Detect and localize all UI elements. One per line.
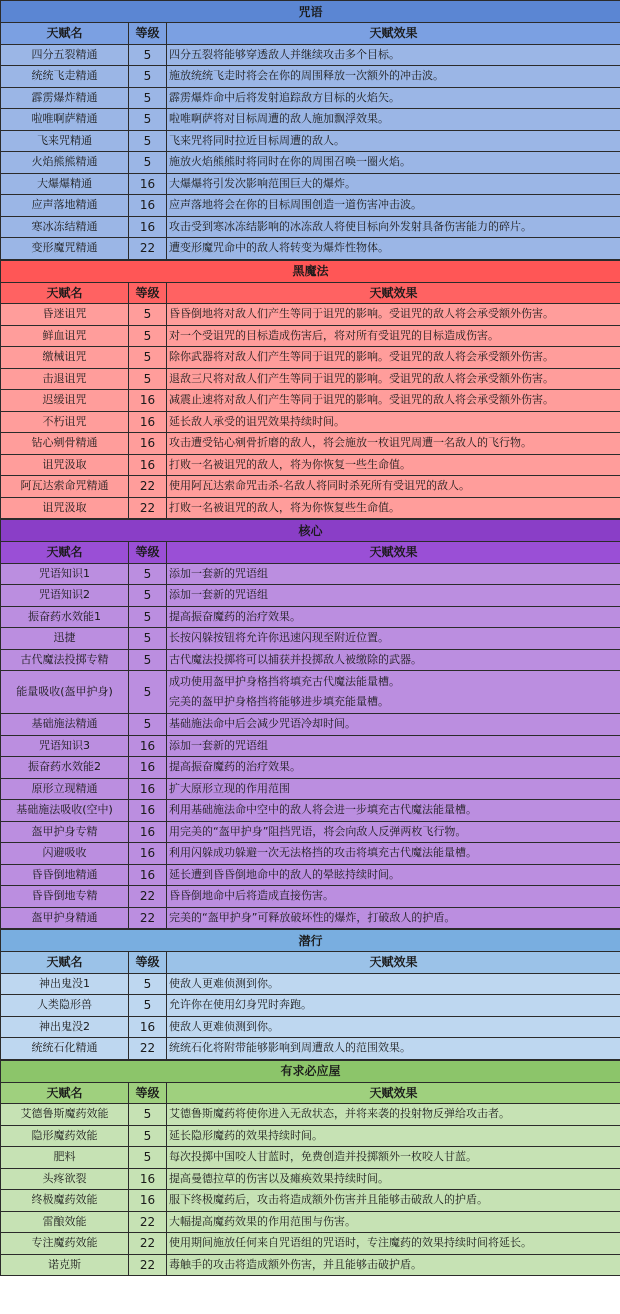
talent-effect: 利用基础施法命中空中的敌人将会进一步填充古代魔法能量槽。 [167,800,620,822]
table-row [1,1104,620,1126]
talent-name: 咒语知识2 [1,585,129,607]
col-header-name: 天赋名 [1,1082,129,1104]
talent-effect: 添加一套新的咒语组 [167,585,620,607]
talent-effect: 毒触手的攻击将造成额外伤害，并且能够击破护盾。 [167,1254,620,1276]
talent-level: 22 [129,238,167,260]
talent-name: 振奋药水效能2 [1,757,129,779]
section-room-of-requirement [0,1060,620,1277]
table-row [1,195,620,217]
talent-level: 5 [129,152,167,174]
talent-level: 22 [129,886,167,908]
talent-name: 能量吸收(盔甲护身) [1,671,129,714]
talent-name: 雷酿效能 [1,1211,129,1233]
col-header-level: 等级 [129,1082,167,1104]
col-header-level: 等级 [129,282,167,304]
talent-name: 闪避吸收 [1,843,129,865]
section-core [0,519,620,929]
col-header-name: 天赋名 [1,952,129,974]
talent-level: 5 [129,347,167,369]
talent-level: 22 [129,476,167,498]
talent-name: 诅咒汲取 [1,497,129,519]
talent-effect: 遭变形魔咒命中的敌人将转变为爆炸性物体。 [167,238,620,260]
table-row [1,778,620,800]
talent-name: 不朽诅咒 [1,411,129,433]
talent-name: 盔甲护身精通 [1,907,129,929]
talent-name: 基础施法吸收(空中) [1,800,129,822]
talent-level: 22 [129,1038,167,1060]
talent-effect: 允许你在使用幻身咒时奔跑。 [167,995,620,1017]
table-row [1,325,620,347]
col-header-effect: 天赋效果 [167,1082,620,1104]
col-header-level: 等级 [129,542,167,564]
table-row [1,671,620,714]
col-header-effect: 天赋效果 [167,282,620,304]
talent-name: 隐形魔药效能 [1,1125,129,1147]
section-spells [0,0,620,260]
talent-level: 5 [129,368,167,390]
talent-level: 16 [129,390,167,412]
talent-name: 击退诅咒 [1,368,129,390]
talent-level: 22 [129,1233,167,1255]
section-title: 有求必应屋 [1,1060,620,1082]
talent-name: 寒冰冻结精通 [1,216,129,238]
talent-effect: 完美的“盔甲护身”可释放破坏性的爆炸，打破敌人的护盾。 [167,907,620,929]
talent-effect: 延长敌人承受的诅咒效果持续时间。 [167,411,620,433]
talent-level: 22 [129,1211,167,1233]
talent-effect: 大幅提高魔药效果的作用范围与伤害。 [167,1211,620,1233]
talent-name: 基础施法精通 [1,714,129,736]
talent-effect: 延长隐形魔药的效果持续时间。 [167,1125,620,1147]
talent-effect: 减震止速将对敌人们产生等同于诅咒的影响。受诅咒的敌人将会承受额外伤害。 [167,390,620,412]
table-row [1,173,620,195]
talent-name: 终极魔药效能 [1,1190,129,1212]
talent-name: 咒语知识3 [1,735,129,757]
talent-effect: 昏昏倒地命中后将造成直接伤害。 [167,886,620,908]
talent-level: 16 [129,778,167,800]
talent-name: 神出鬼没1 [1,973,129,995]
talent-name: 大爆爆精通 [1,173,129,195]
talent-effect: 添加一套新的咒语组 [167,563,620,585]
talent-effect: 打败一名被诅咒的敌人，将为你恢复些生命值。 [167,497,620,519]
talent-name: 昏昏倒地精通 [1,864,129,886]
talent-level: 5 [129,649,167,671]
table-row [1,1125,620,1147]
talent-effect: 除你武器将对敌人们产生等同于诅咒的影响。受诅咒的敌人将会承受额外伤害。 [167,347,620,369]
talent-name: 专注魔药效能 [1,1233,129,1255]
section-title: 核心 [1,520,620,542]
table-row [1,497,620,519]
talent-effect: 对一个受诅咒的目标造成伤害后，将对所有受诅咒的目标造成伤害。 [167,325,620,347]
talent-effect: 统统石化将附带能够影响到周遭敌人的范围效果。 [167,1038,620,1060]
talent-effect: 艾德鲁斯魔药将使你进入无敌状态，并将来袭的投射物反弹给攻击者。 [167,1104,620,1126]
table-row [1,109,620,131]
talent-effect: 服下终极魔药后，攻击将造成额外伤害并且能够击破敌人的护盾。 [167,1190,620,1212]
talent-effect: 用完美的“盔甲护身”阻挡咒语，将会向敌人反弹两枚飞行物。 [167,821,620,843]
talent-level: 16 [129,864,167,886]
talent-level: 16 [129,757,167,779]
talent-effect: 应声落地将会在你的目标周围创造一道伤害冲击波。 [167,195,620,217]
talent-name: 艾德鲁斯魔药效能 [1,1104,129,1126]
table-row [1,1038,620,1060]
talent-level: 5 [129,325,167,347]
talent-effect: 提高振奋魔药的治疗效果。 [167,606,620,628]
talent-effect: 攻击遭受钻心剜骨折磨的敌人，将会施放一枚诅咒周遭一名敌人的飞行物。 [167,433,620,455]
section-title: 潜行 [1,930,620,952]
talent-effect: 使敌人更难侦测到你。 [167,973,620,995]
table-row [1,1147,620,1169]
talent-effect: 使用阿瓦达索命咒击杀-名敌人将同时杀死所有受诅咒的敌人。 [167,476,620,498]
col-header-name: 天赋名 [1,282,129,304]
talent-level: 16 [129,216,167,238]
talent-effect: 霹雳爆炸命中后将发射追踪敌方目标的火焰矢。 [167,87,620,109]
talent-name: 统统飞走精通 [1,66,129,88]
col-header-effect: 天赋效果 [167,542,620,564]
talent-level: 5 [129,585,167,607]
table-row [1,1016,620,1038]
table-row [1,563,620,585]
talent-effect: 四分五裂将能够穿透敌人并继续攻击多个目标。 [167,44,620,66]
table-row [1,130,620,152]
talent-effect: 退敌三尺将对敌人们产生等同于诅咒的影响。受诅咒的敌人将会承受额外伤害。 [167,368,620,390]
talent-level: 5 [129,1104,167,1126]
talent-name: 啦唯啊萨精通 [1,109,129,131]
section-title: 咒语 [1,1,620,23]
talent-name: 统统石化精通 [1,1038,129,1060]
talent-level: 16 [129,195,167,217]
table-row [1,1254,620,1276]
table-row [1,66,620,88]
section-title: 黑魔法 [1,260,620,282]
talent-level: 16 [129,454,167,476]
talent-name: 钻心剜骨精通 [1,433,129,455]
talent-name: 头疼欲裂 [1,1168,129,1190]
talent-level: 16 [129,411,167,433]
talent-effect [167,671,620,714]
talent-name: 诺克斯 [1,1254,129,1276]
section-dark-arts [0,260,620,520]
talent-name: 应声落地精通 [1,195,129,217]
table-row [1,304,620,326]
talent-effect-line-2: 完美的盔甲护身格挡将能够进步填充能量槽。 [169,695,389,708]
talent-level: 5 [129,44,167,66]
table-row [1,1190,620,1212]
talent-name: 迟缓诅咒 [1,390,129,412]
talent-effect: 每次投掷中国咬人甘蓝时，免费创造并投掷额外一枚咬人甘蓝。 [167,1147,620,1169]
talent-effect: 提高曼德拉草的伤害以及瘫痪效果持续时间。 [167,1168,620,1190]
table-row [1,368,620,390]
table-row [1,476,620,498]
talent-level: 5 [129,1125,167,1147]
table-row [1,433,620,455]
table-row [1,995,620,1017]
talent-level: 22 [129,907,167,929]
talent-name: 昏迷诅咒 [1,304,129,326]
talent-level: 16 [129,433,167,455]
talent-name: 火焰熊熊精通 [1,152,129,174]
talent-effect: 大爆爆将引发次影响范围巨大的爆炸。 [167,173,620,195]
talent-effect: 基础施法命中后会减少咒语冷却时间。 [167,714,620,736]
talent-effect: 添加一套新的咒语组 [167,735,620,757]
col-header-level: 等级 [129,23,167,45]
talent-effect: 利用闪躲成功躲避一次无法格挡的攻击将填充古代魔法能量槽。 [167,843,620,865]
talent-effect: 啦唯啊萨将对目标周遭的敌人施加飘浮效果。 [167,109,620,131]
table-row [1,1168,620,1190]
col-header-effect: 天赋效果 [167,23,620,45]
talent-effect: 长按闪躲按钮将允许你迅速闪现至附近位置。 [167,628,620,650]
col-header-effect: 天赋效果 [167,952,620,974]
table-row [1,44,620,66]
talent-level: 5 [129,973,167,995]
talent-name: 古代魔法投掷专精 [1,649,129,671]
talent-name: 咒语知识1 [1,563,129,585]
talent-level: 5 [129,109,167,131]
table-row [1,907,620,929]
talent-effect: 提高振奋魔药的治疗效果。 [167,757,620,779]
talent-effect: 延长遭到昏昏倒地命中的敌人的晕眩持续时间。 [167,864,620,886]
table-row [1,454,620,476]
talent-level: 5 [129,995,167,1017]
talent-name: 神出鬼没2 [1,1016,129,1038]
talent-level: 22 [129,1254,167,1276]
talent-effect: 飞来咒将同时拉近目标周遭的敌人。 [167,130,620,152]
talent-name: 飞来咒精通 [1,130,129,152]
talent-name: 四分五裂精通 [1,44,129,66]
talent-name: 变形魔咒精通 [1,238,129,260]
table-row [1,152,620,174]
table-row [1,411,620,433]
talent-level: 5 [129,671,167,714]
talent-name: 振奋药水效能1 [1,606,129,628]
talent-name: 鲜血诅咒 [1,325,129,347]
col-header-name: 天赋名 [1,542,129,564]
table-row [1,628,620,650]
talent-level: 5 [129,87,167,109]
talent-name: 霹雳爆炸精通 [1,87,129,109]
talent-effect: 古代魔法投掷将可以捕获并投掷敌人被缴除的武器。 [167,649,620,671]
talent-name: 昏昏倒地专精 [1,886,129,908]
talent-level: 16 [129,173,167,195]
talent-level: 16 [129,735,167,757]
table-row [1,864,620,886]
talent-level: 5 [129,304,167,326]
talent-level: 16 [129,1190,167,1212]
talent-name: 肥料 [1,1147,129,1169]
talent-effect-line-1: 成功使用盔甲护身格挡将填充古代魔法能量槽。 [169,675,400,688]
section-stealth [0,929,620,1060]
table-row [1,821,620,843]
col-header-name: 天赋名 [1,23,129,45]
talent-level: 5 [129,563,167,585]
table-row [1,238,620,260]
table-row [1,1211,620,1233]
talent-effect: 使敌人更难侦测到你。 [167,1016,620,1038]
talent-effect: 昏昏倒地将对敌人们产生等同于诅咒的影响。受诅咒的敌人将会承受额外伤害。 [167,304,620,326]
talent-name: 阿瓦达索命咒精通 [1,476,129,498]
talent-level: 5 [129,606,167,628]
table-row [1,347,620,369]
talent-level: 5 [129,628,167,650]
talent-level: 5 [129,714,167,736]
talent-name: 原形立现精通 [1,778,129,800]
table-row [1,714,620,736]
talent-effect: 扩大原形立现的作用范围 [167,778,620,800]
table-row [1,757,620,779]
table-row [1,843,620,865]
talent-effect: 攻击受到寒冰冻结影响的冰冻敌人将使目标向外发射具备伤害能力的碎片。 [167,216,620,238]
talent-level: 5 [129,66,167,88]
talent-level: 16 [129,843,167,865]
talent-level: 16 [129,1016,167,1038]
table-row [1,735,620,757]
talent-level: 5 [129,1147,167,1169]
table-row [1,1233,620,1255]
table-row [1,390,620,412]
talent-name: 盔甲护身专精 [1,821,129,843]
table-row [1,585,620,607]
table-row [1,216,620,238]
talent-name: 迅捷 [1,628,129,650]
talent-effect: 施放火焰熊熊时将同时在你的周围召唤一圈火焰。 [167,152,620,174]
talent-name: 缴械诅咒 [1,347,129,369]
talent-effect: 打败一名被诅咒的敌人，将为你恢复一些生命值。 [167,454,620,476]
table-row [1,886,620,908]
table-row [1,973,620,995]
talent-level: 22 [129,497,167,519]
table-row [1,649,620,671]
table-row [1,87,620,109]
table-row [1,606,620,628]
talent-effect: 施放统统飞走时将会在你的周围释放一次额外的冲击波。 [167,66,620,88]
talent-name: 诅咒汲取 [1,454,129,476]
talent-level: 16 [129,800,167,822]
talent-effect: 使用期间施放任何来自咒语组的咒语时，专注魔药的效果持续时间将延长。 [167,1233,620,1255]
talent-level: 16 [129,821,167,843]
talent-name: 人类隐形兽 [1,995,129,1017]
table-row [1,800,620,822]
talent-level: 16 [129,1168,167,1190]
talent-level: 5 [129,130,167,152]
col-header-level: 等级 [129,952,167,974]
